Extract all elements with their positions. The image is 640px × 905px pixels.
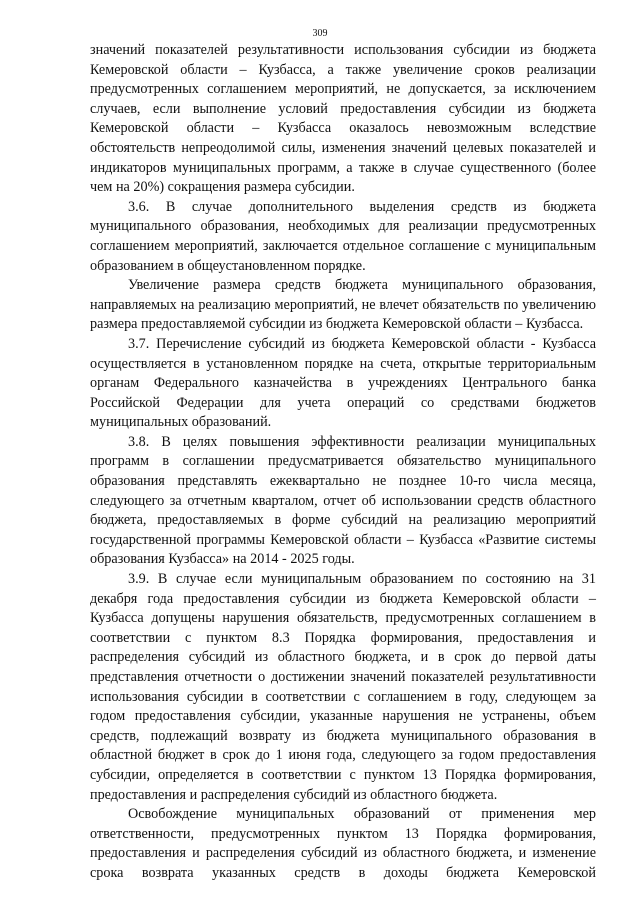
page-number: 309 bbox=[312, 28, 328, 39]
paragraph-3-6: 3.6. В случае дополнительного выделения средств из бюджета муниципального образования, необходимых для реализации предусмотренных соглашением мероприятий, заключается отдельное соглашение с муниципальным образованием в общеустановленном порядке. bbox=[90, 198, 596, 274]
paragraph-3-7: 3.7. Перечисление субсидий из бюджета Кемеровской области - Кузбасса осуществляется в установленном порядке на счета, открытые территориальным органам Федерального казначейства в учреждениях Центрального банка Российской Федерации для учета операций со средствами бюджетов муниципальных образований. bbox=[90, 335, 596, 431]
paragraph-continuation: значений показателей результативности использования субсидии из бюджета Кемеровской области – Кузбасса, а также увеличение сроков реализации предусмотренных соглашением мероприятий, не допускается, за исключением случаев, если выполнение условий предоставления субсидии из бюджета Кемеровской области – Кузбасса оказалось невозможным вследствие обстоятельств непреодолимой силы, изменения значений целевых показателей и индикаторов муниципальных программ, а также в случае существенного (более чем на 20%) сокращения размера субсидии. bbox=[90, 42, 596, 196]
document-body bbox=[90, 41, 596, 884]
paragraph-budget-increase: Увеличение размера средств бюджета муниципального образования, направляемых на реализацию мероприятий, не влечет обязательств по увеличению размера предоставляемой субсидии из бюджета Кемеровской области – Кузбасса. bbox=[90, 277, 596, 333]
paragraph-3-8: 3.8. В целях повышения эффективности реализации муниципальных программ в соглашении предусматривается обязательство муниципального образования представлять ежеквартально не позднее 10-го числа месяца, следующего за отчетным кварталом, отчет об использовании средств областного бюджета, предоставляемых в форме субсидий на реализацию мероприятий государственной программы Кемеровской области – Кузбасса «Развитие системы образования Кузбасса» на 2014 - 2025 годы. bbox=[90, 433, 596, 568]
paragraph-exemption: Освобождение муниципальных образований от применения мер ответственности, предусмотренных пунктом 13 Порядка формирования, предоставления и распределения субсидий из областного бюджета, и изменение срока возврата указанных средств в доходы бюджета Кемеровской bbox=[90, 806, 596, 881]
paragraph-3-9: 3.9. В случае если муниципальным образованием по состоянию на 31 декабря года предоставления субсидии из бюджета Кемеровской области – Кузбасса допущены нарушения обязательств, предусмотренных соглашением в соответствии с пунктом 8.3 Порядка формирования, предоставления и распределения субсидий из областного бюджета, и в срок до первой даты представления отчетности о достижении значений показателей результативности использования субсидии в соответствии с соглашением в году, следующем за годом предоставления субсидии, указанные нарушения не устранены, объем средств, подлежащий возврату из бюджета муниципального образования в областной бюджет в срок до 1 июня года, следующего за годом предоставления субсидии, определяется в соответствии с пунктом 13 Порядка формирования, предоставления и распределения субсидий из областного бюджета. bbox=[90, 571, 596, 803]
